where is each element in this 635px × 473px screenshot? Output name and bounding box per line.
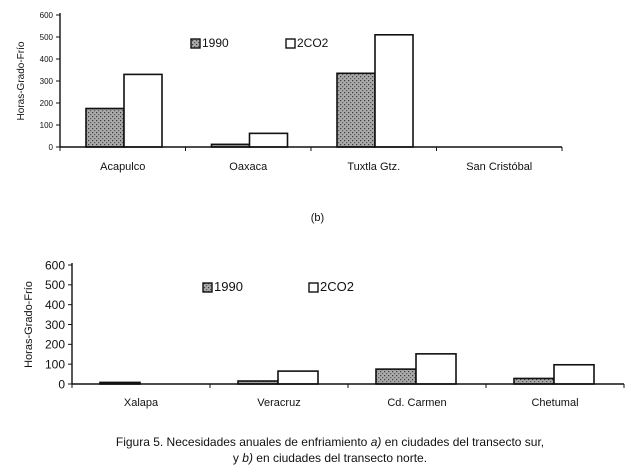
bar-1990-3 (514, 378, 554, 384)
figure-caption (60, 434, 600, 466)
y-tick-label: 600 (39, 10, 53, 20)
bar-2co2-3 (554, 365, 594, 384)
y-tick-label: 0 (58, 377, 65, 392)
y-tick-label: 600 (44, 258, 65, 273)
y-tick-label: 400 (44, 297, 65, 312)
legend-label-2co2: 2CO2 (320, 279, 354, 294)
y-tick-label: 100 (44, 357, 65, 372)
y-tick-label: 300 (44, 317, 65, 332)
bar-1990-2 (376, 369, 416, 384)
bar-1990-0 (86, 109, 124, 148)
caption-line-2: y b) en ciudades del transecto norte. (232, 451, 428, 465)
legend-label-1990: 1990 (202, 36, 229, 50)
legend-label-1990: 1990 (214, 279, 243, 294)
y-tick-label: 500 (39, 32, 53, 42)
chart-a (0, 0, 635, 205)
category-label: Tuxtla Gtz. (347, 161, 401, 173)
y-tick-label: 500 (44, 278, 65, 293)
y-tick-label: 0 (48, 142, 53, 152)
bar-2co2-1 (278, 371, 318, 384)
y-axis-label: Horas-Grado-Frío (23, 281, 35, 368)
category-label: Acapulco (100, 161, 146, 173)
category-label: Cd. Carmen (387, 397, 447, 409)
y-axis-label: Horas-Grado-Frío (16, 41, 27, 121)
y-tick-label: 400 (39, 54, 53, 64)
bar-2co2-2 (416, 354, 456, 384)
legend-swatch-2co2 (286, 39, 295, 48)
legend-swatch-1990 (203, 283, 212, 292)
category-label: San Cristóbal (466, 161, 533, 173)
caption-line-1: Figura 5. Necesidades anuales de enfriamiento a) en ciudades del transecto sur, (115, 435, 545, 449)
bar-2co2-1 (250, 133, 288, 147)
y-tick-label: 100 (39, 120, 53, 130)
category-label: Chetumal (531, 397, 579, 409)
legend-label-2co2: 2CO2 (297, 36, 329, 50)
legend-swatch-2co2 (309, 283, 318, 292)
category-label: Xalapa (123, 397, 159, 409)
category-label: Oaxaca (229, 161, 268, 173)
bar-2co2-2 (375, 35, 413, 147)
bar-1990-2 (337, 73, 375, 147)
chart-b (0, 255, 635, 415)
y-tick-label: 200 (39, 98, 53, 108)
bar-2co2-0 (124, 74, 162, 147)
y-tick-label: 200 (44, 337, 65, 352)
category-label: Veracruz (257, 397, 301, 409)
panel-label-b: (b) (310, 212, 325, 224)
y-tick-label: 300 (39, 76, 53, 86)
legend-swatch-1990 (191, 39, 200, 48)
